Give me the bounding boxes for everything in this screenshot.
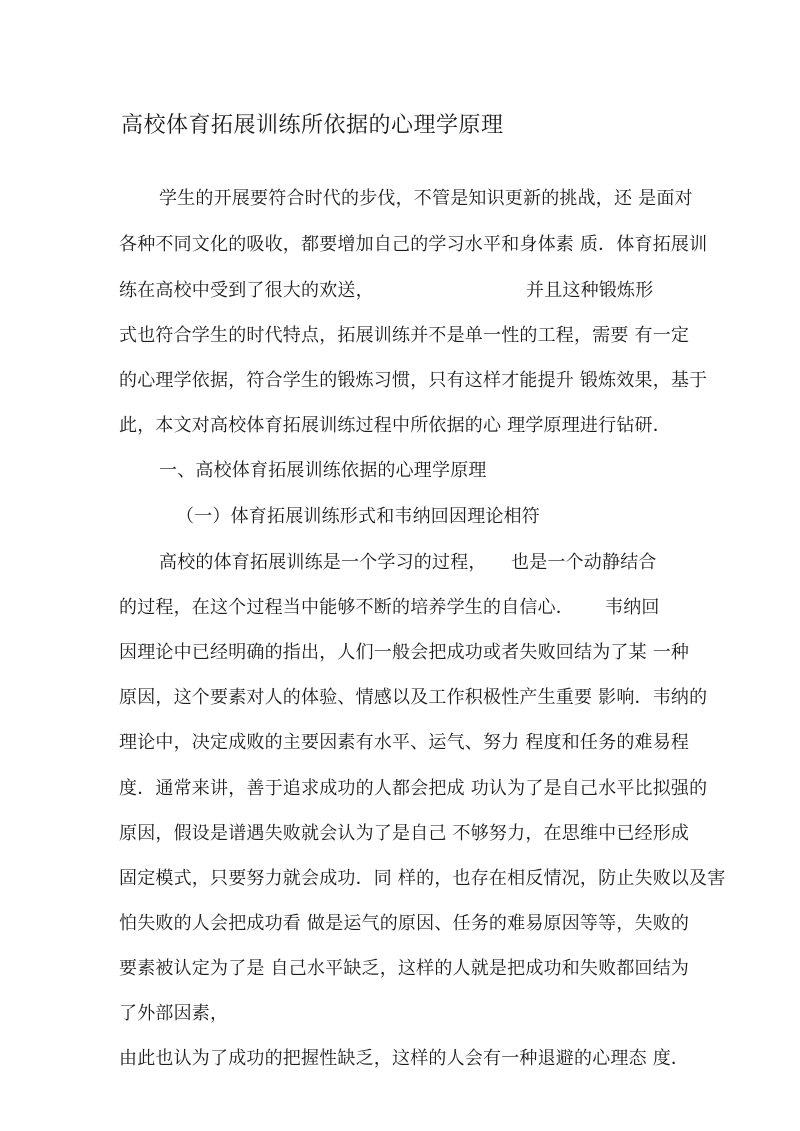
text-line: 的心理学依据，符合学生的锻炼习惯，只有这样才能提升 锻炼效果，基于 (119, 370, 708, 391)
text-line: 原因，这个要素对人的体验、情感以及工作积极性产生重要 影响．韦纳的 (119, 687, 708, 708)
text-line: 理论中，决定成败的主要因素有水平、运气、努力 程度和任务的难易程 (119, 732, 690, 753)
text-line: 由此也认为了成功的把握性缺乏，这样的人会有一种退避的心理态 度． (119, 1048, 690, 1069)
text-line: 式也符合学生的时代特点，拓展训练并不是单一性的工程，需要 有一定 (119, 325, 690, 346)
subsection-heading: （一）体育拓展训练形式和韦纳回因理论相符 (176, 506, 540, 527)
text-line: 此，本文对高校体育拓展训练过程中所依据的心 理学原理进行钻研． (119, 415, 671, 436)
text-line: 度．通常来讲，善于追求成功的人都会把成 功认为了是自己水平比拟强的 (119, 778, 708, 799)
paragraph-line (119, 912, 690, 936)
text-line: 原因，假设是谱遇失败就会认为了是自己 不够努力，在思维中已经形成 (119, 823, 690, 844)
text-line: 固定模式，只要努力就会成功．同 样的，也存在相反情况，防止失败以及害 (119, 868, 726, 889)
text-line: 怕失败的人会把成功看 做是运气的原因、任务的难易原因等等，失败的 (119, 913, 690, 934)
paragraph-line (119, 1002, 679, 1026)
paragraph-line (119, 957, 690, 981)
paragraph-line (119, 777, 708, 801)
section-heading: 一、高校体育拓展训练依据的心理学原理 (159, 460, 487, 481)
paragraph-line (119, 1047, 690, 1071)
paragraph-line (159, 187, 693, 211)
text-line: 各种不同文化的吸收，都要增加自己的学习水平和身体素 质．体育拓展训 (119, 234, 708, 255)
paragraph-line (119, 822, 690, 846)
text-line: 要素被认定为了是 自己水平缺乏，这样的人就是把成功和失败都回结为 (119, 958, 690, 979)
paragraph-line (119, 731, 690, 755)
paragraph-line (119, 324, 690, 348)
paragraph-line (119, 867, 726, 891)
text-line: 练在高校中受到了很大的欢送， (119, 280, 374, 301)
text-line: 学生的开展要符合时代的步伐，不管是知识更新的挑战，还 是面对 (159, 188, 693, 209)
text-line: 高校的体育拓展训练是一个学习的过程， (159, 552, 487, 573)
text-line: 并且这种锻炼形 (526, 280, 654, 301)
paragraph-line (119, 369, 708, 393)
text-line: 也是一个动静结合 (511, 552, 657, 573)
document-title: 高校体育拓展训练所依据的心理学原理 (121, 113, 504, 138)
text-line: 因理论中已经明确的指出，人们一般会把成功或者失败回结为了某 一种 (119, 642, 690, 663)
paragraph-line (119, 414, 679, 438)
text-line: 的过程，在这个过程当中能够不断的培养学生的自信心． (119, 597, 574, 618)
paragraph-line (119, 686, 708, 710)
paragraph-line (119, 641, 690, 665)
text-line: 了外部因素， (119, 1003, 229, 1024)
paragraph-line (119, 233, 708, 257)
text-line: 韦纳回 (605, 597, 660, 618)
